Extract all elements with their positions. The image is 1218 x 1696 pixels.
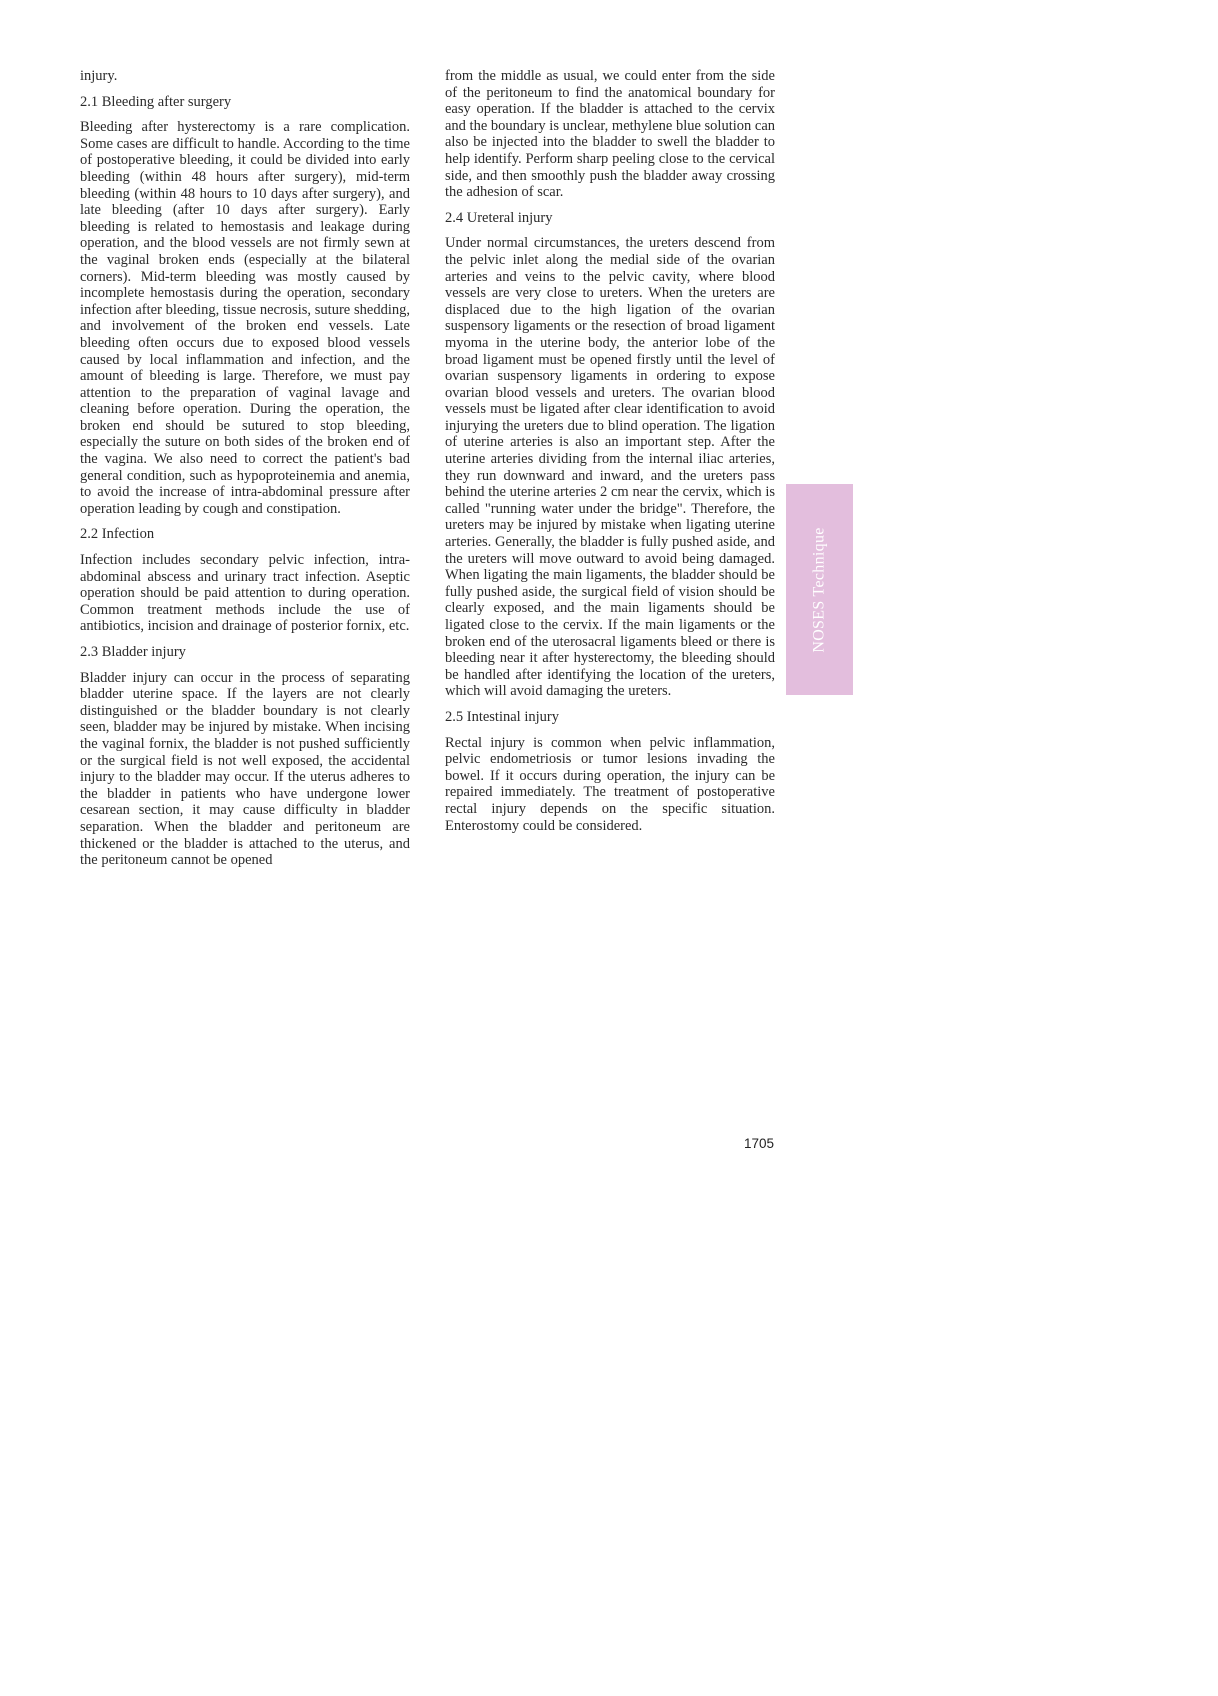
page-number: 1705: [743, 1136, 774, 1151]
left-column: [80, 68, 410, 878]
intro-fragment: injury.: [80, 68, 118, 84]
section-heading-bladder: 2.3 Bladder injury: [80, 644, 186, 660]
section-heading-intestinal: 2.5 Intestinal injury: [445, 708, 559, 725]
section-heading-infection: 2.2 Infection: [80, 526, 155, 543]
section-body-infection: Infection includes secondary pelvic infection, intra-abdominal abscess and urinary tract infection. Aseptic operation should be paid attention to during operation. Common treatment methods include the use of antibiotics, incision and drainage of posterior fornix, etc.: [80, 552, 410, 635]
section-body-intestinal: Rectal injury is common when pelvic inflammation, pelvic endometriosis or tumor lesions invading the bowel. If it occurs during operation, the injury can be repaired immediately. The treatment of postoperative rectal injury depends on the specific situation. Enterostomy could be considered.: [445, 734, 775, 834]
section-heading-bleeding: 2.1 Bleeding after surgery: [80, 93, 232, 110]
bladder-continuation: from the middle as usual, we could enter from the side of the peritoneum to find the anatomical boundary for easy operation. If the bladder is attached to the cervix and the boundary is unclear, methylene blue solution can also be injected into the bladder to swell the bladder to help identify. Perform sharp peeling close to the cervical side, and then smoothly push the bladder away crossing the adhesion of scar.: [445, 68, 776, 201]
section-body-bleeding: Bleeding after hysterectomy is a rare complication. Some cases are difficult to handle. According to the time of postoperative bleeding, it could be divided into early bleeding (within 48 hours after surgery), mid-term bleeding (within 48 hours to 10 days after surgery), and late bleeding (after 10 days after surgery). Early bleeding is related to hemostasis and leakage during operation, and the blood vessels are not firmly sewn at the vaginal broken ends (especially at the bilateral corners). Mid-term bleeding was mostly caused by incomplete hemostasis during the operation, secondary infection after bleeding, tissue necrosis, suture shedding, and involvement of the broken end vessels. Late bleeding often occurs due to exposed blood vessels caused by local inflammation and infection, and the amount of bleeding is large. Therefore, we must pay attention to the preparation of vaginal lavage and cleaning before operation. During the operation, the broken end should be sutured to stop bleeding, especially the suture on both sides of the broken end of the vagina. We also need to correct the patient's bad general condition, such as hypoproteinemia and anemia, to avoid the increase of intra-abdominal pressure after operation leading by cough and constipation.: [80, 119, 410, 517]
section-heading-ureteral: 2.4 Ureteral injury: [445, 209, 553, 226]
section-body-ureteral: Under normal circumstances, the ureters descend from the pelvic inlet along the medial side of the ovarian arteries and veins to the pelvic cavity, where blood vessels are very close to ureters. When the ureters are displaced due to the high ligation of the ovarian suspensory ligaments or the resection of broad ligament myoma in the uterine body, the anterior lobe of the broad ligament must be opened firstly until the level of ovarian suspensory ligaments in ordering to expose ovarian blood vessels and ureters. The ovarian blood vessels must be ligated after clear identification to avoid injurying the ureters due to blind operation. The ligation of uterine arteries is also an important step. After the uterine arteries dividing from the internal iliac arteries, they run downward and inward, and the ureters pass behind the uterine arteries 2 cm near the cervix, which is called "running water under the bridge". Therefore, the ureters may be injured by mistake when ligating uterine arteries. Generally, the bladder is fully pushed aside, and the ureters will move outward to avoid being damaged. When ligating the main ligaments, the bladder should be fully pushed aside, the surgical field of vision should be clearly exposed, and the main ligaments should be ligated close to the cervix. If the main ligaments or the broken end of the uterosacral ligaments bleed or there is bleeding near it after hysterectomy, the bleeding should be handled after identifying the location of the ureters, which will avoid damaging the ureters.: [445, 235, 775, 700]
chapter-side-tab-label: NOSES Technique: [810, 526, 828, 653]
section-body-bladder: Bladder injury can occur in the process of separating bladder uterine space. If the layers are not clearly distinguished or the bladder boundary is not clearly seen, bladder may be injured by mistake. When incising the vaginal fornix, the bladder is not pushed sufficiently or the surgical field is not well exposed, the accidental injury to the bladder may occur. If the uterus adheres to the bladder in patients who have undergone lower cesarean section, it may cause difficulty in bladder separation. When the bladder and peritoneum are thickened or the bladder is attached to the uterus, and the peritoneum cannot be opened: [80, 669, 410, 869]
chapter-side-tab: [786, 484, 853, 695]
right-column: [445, 68, 775, 843]
